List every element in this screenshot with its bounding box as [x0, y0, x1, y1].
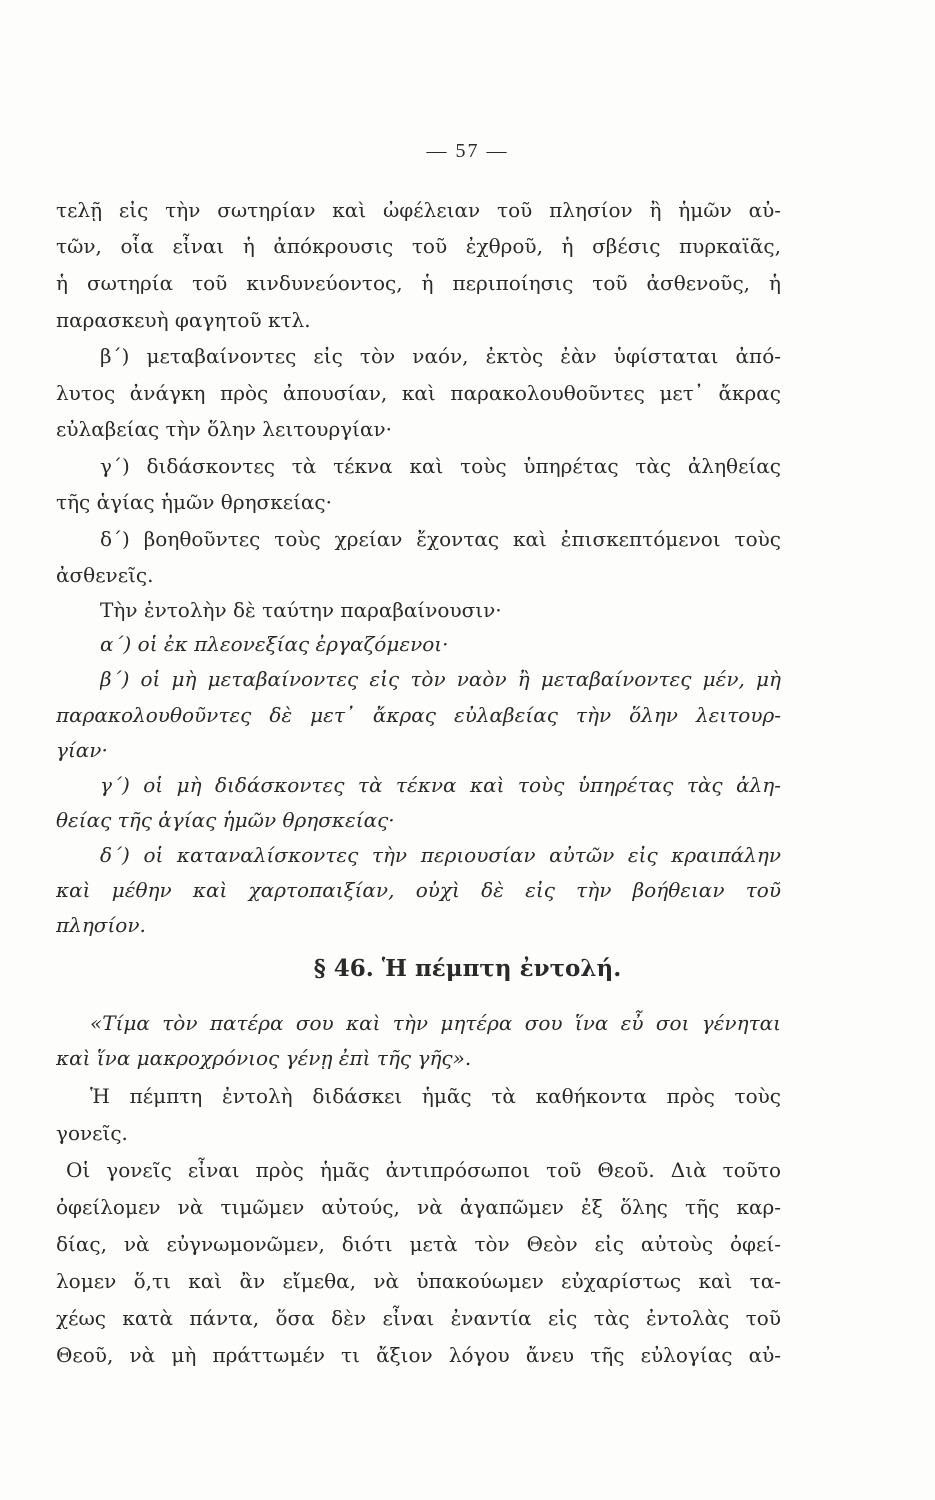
- text-line: ἀσθενεῖς.: [56, 563, 154, 587]
- text-line: ὀφείλομεν νὰ τιμῶμεν αὐτούς, νὰ ἀγαπῶμεν ἐξ ὅλης τῆς καρ-: [56, 1195, 781, 1219]
- text-line: Θεοῦ, νὰ μὴ πράττωμέν τι ἄξιον λόγου ἄνευ τῆς εὐλογίας αὐ-: [56, 1343, 781, 1367]
- text-line: γ΄) οἱ μὴ διδάσκοντες τὰ τέκνα καὶ τοὺς ὑπηρέτας τὰς ἀλη-: [100, 773, 781, 797]
- text-line: τῶν, οἷα εἶναι ἡ ἀπόκρουσις τοῦ ἐχθροῦ, ἡ σβέσις πυρκαϊᾶς,: [56, 234, 781, 258]
- text-line: Ἡ πέμπτη ἐντολὴ διδάσκει ἡμᾶς τὰ καθήκοντα πρὸς τοὺς: [90, 1084, 781, 1108]
- text-line: εὐλαβείας τὴν ὅλην λειτουργίαν·: [56, 417, 393, 441]
- text-line: πλησίον.: [56, 913, 146, 937]
- text-line: γ΄) διδάσκοντες τὰ τέκνα καὶ τοὺς ὑπηρέτας τὰς ἀληθείας: [100, 454, 781, 478]
- text-line: δίας, νὰ εὐγνωμονῶμεν, διότι μετὰ τὸν Θεὸν εἰς αὐτοὺς ὀφεί-: [56, 1232, 781, 1256]
- text-line: δ΄) βοηθοῦντες τοὺς χρείαν ἔχοντας καὶ ἐπισκεπτόμενοι τοὺς: [100, 527, 781, 551]
- text-line: δ΄) οἱ καταναλίσκοντες τὴν περιουσίαν αὐτῶν εἰς κραιπάλην: [100, 843, 781, 867]
- text-line: τῆς ἁγίας ἡμῶν θρησκείας·: [56, 490, 332, 514]
- text-line: Τὴν ἐντολὴν δὲ ταύτην παραβαίνουσιν·: [100, 598, 502, 622]
- text-line: λυτος ἀνάγκη πρὸς ἀπουσίαν, καὶ παρακολουθοῦντες μετ᾽ ἄκρας: [56, 381, 781, 405]
- text-line: Οἱ γονεῖς εἶναι πρὸς ἡμᾶς ἀντιπρόσωποι τοῦ Θεοῦ. Διὰ τοῦτο: [66, 1158, 781, 1182]
- text-line: θείας τῆς ἁγίας ἡμῶν θρησκείας·: [56, 808, 395, 832]
- page-number: — 57 —: [426, 140, 509, 162]
- text-line: β΄) οἱ μὴ μεταβαίνοντες εἰς τὸν ναὸν ἢ μεταβαίνοντες μέν, μὴ: [100, 667, 781, 691]
- text-line: χέως κατὰ πάντα, ὅσα δὲν εἶναι ἐναντία εἰς τὰς ἐντολὰς τοῦ: [56, 1306, 781, 1330]
- text-line: α΄) οἱ ἐκ πλεονεξίας ἐργαζόμενοι·: [100, 632, 449, 656]
- text-line: γίαν·: [56, 738, 108, 762]
- text-line: λομεν ὅ,τι καὶ ἂν εἴμεθα, νὰ ὑπακούωμεν εὐχαρίστως καὶ τα-: [56, 1269, 781, 1293]
- text-line: β΄) μεταβαίνοντες εἰς τὸν ναόν, ἐκτὸς ἐὰν ὑφίσταται ἀπό-: [100, 344, 781, 368]
- text-line: τελῇ εἰς τὴν σωτηρίαν καὶ ὠφέλειαν τοῦ πλησίον ἢ ἡμῶν αὐ-: [56, 198, 781, 222]
- text-line: γονεῖς.: [56, 1121, 128, 1145]
- text-line: παρακολουθοῦντες δὲ μετ᾽ ἄκρας εὐλαβείας τὴν ὅλην λειτουρ-: [56, 703, 781, 727]
- text-line: «Τίμα τὸν πατέρα σου καὶ τὴν μητέρα σου ἵνα εὖ σοι γένηται: [90, 1011, 781, 1035]
- text-line: καὶ μέθην καὶ χαρτοπαιξίαν, οὐχὶ δὲ εἰς τὴν βοήθειαν τοῦ: [56, 878, 781, 902]
- text-line: παρασκευὴ φαγητοῦ κτλ.: [56, 308, 311, 332]
- text-line: ἡ σωτηρία τοῦ κινδυνεύοντος, ἡ περιποίησις τοῦ ἀσθενοῦς, ἡ: [56, 271, 781, 295]
- text-line: καὶ ἵνα μακροχρόνιος γένῃ ἐπὶ τῆς γῆς».: [56, 1046, 472, 1070]
- section-heading: § 46. Ἡ πέμπτη ἐντολή.: [313, 955, 622, 982]
